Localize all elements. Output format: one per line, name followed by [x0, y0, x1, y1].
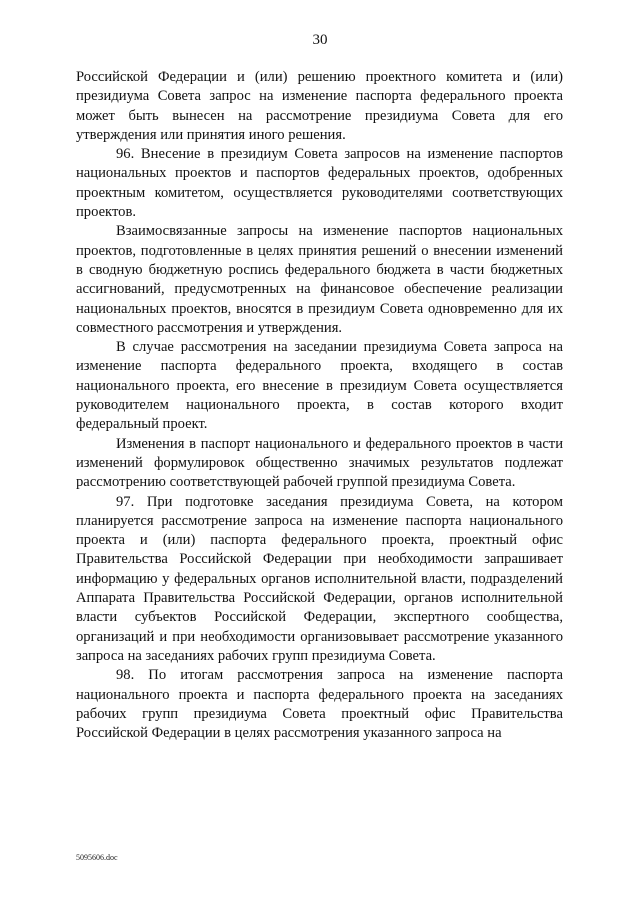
- paragraph-96: 96. Внесение в президиум Совета запросов на изменение паспортов национальных проектов и паспортов федеральных проектов, одобренных проектным комитетом, осуществляется руководителями соответствующих проектов.: [76, 146, 563, 221]
- paragraph-96-passport-changes: Изменения в паспорт национального и федерального проектов в части изменений формулировок общественно значимых результатов подлежат рассмотрению соответствующей рабочей группой президиума Совета.: [76, 435, 563, 491]
- paragraph-96-federal-project-case: В случае рассмотрения на заседании президиума Совета запроса на изменение паспорта федерального проекта, входящего в состав национального проекта, его внесение в президиум Совета осуществляется руководителем национального проекта, в состав которого входит федеральный проект.: [76, 339, 563, 433]
- paragraph-continuation: Российской Федерации и (или) решению проектного комитета и (или) президиума Совета запрос на изменение паспорта федерального проекта может быть вынесен на рассмотрение президиума Совета для его утверждения или принятия иного решения.: [76, 69, 563, 143]
- document-file-code: 5095606.doc: [76, 853, 118, 862]
- paragraph-97: 97. При подготовке заседания президиума Совета, на котором планируется рассмотрение запроса на изменение паспорта национального проекта и (или) паспорта федерального проекта, проектный офис Правительства Российской Федерации при необходимости запрашивает информацию у федеральных органов исполнительной власти, подразделений Аппарата Правительства Российской Федерации, органов исполнительной власти субъектов Российской Федерации, экспертного сообщества, организаций и при необходимости организовывает рассмотрение указанного запроса на заседаниях рабочих групп президиума Совета.: [76, 493, 563, 664]
- page-number: 30: [312, 32, 328, 48]
- paragraph-98: 98. По итогам рассмотрения запроса на изменение паспорта национального проекта и паспорта федерального проекта на заседаниях рабочих групп президиума Совета проектный офис Правительства Российской Федерации в целях рассмотрения указанного запроса на: [76, 667, 563, 742]
- body-text: [76, 68, 563, 743]
- paragraph-96-related-requests: Взаимосвязанные запросы на изменение паспортов национальных проектов, подготовленные в целях принятия решений о внесении изменений в сводную бюджетную роспись федерального бюджета в части бюджетных ассигнований, предусмотренных на финансовое обеспечение реализации национальных проектов, вносятся в президиум Совета одновременно для их совместного рассмотрения и утверждения.: [76, 223, 563, 336]
